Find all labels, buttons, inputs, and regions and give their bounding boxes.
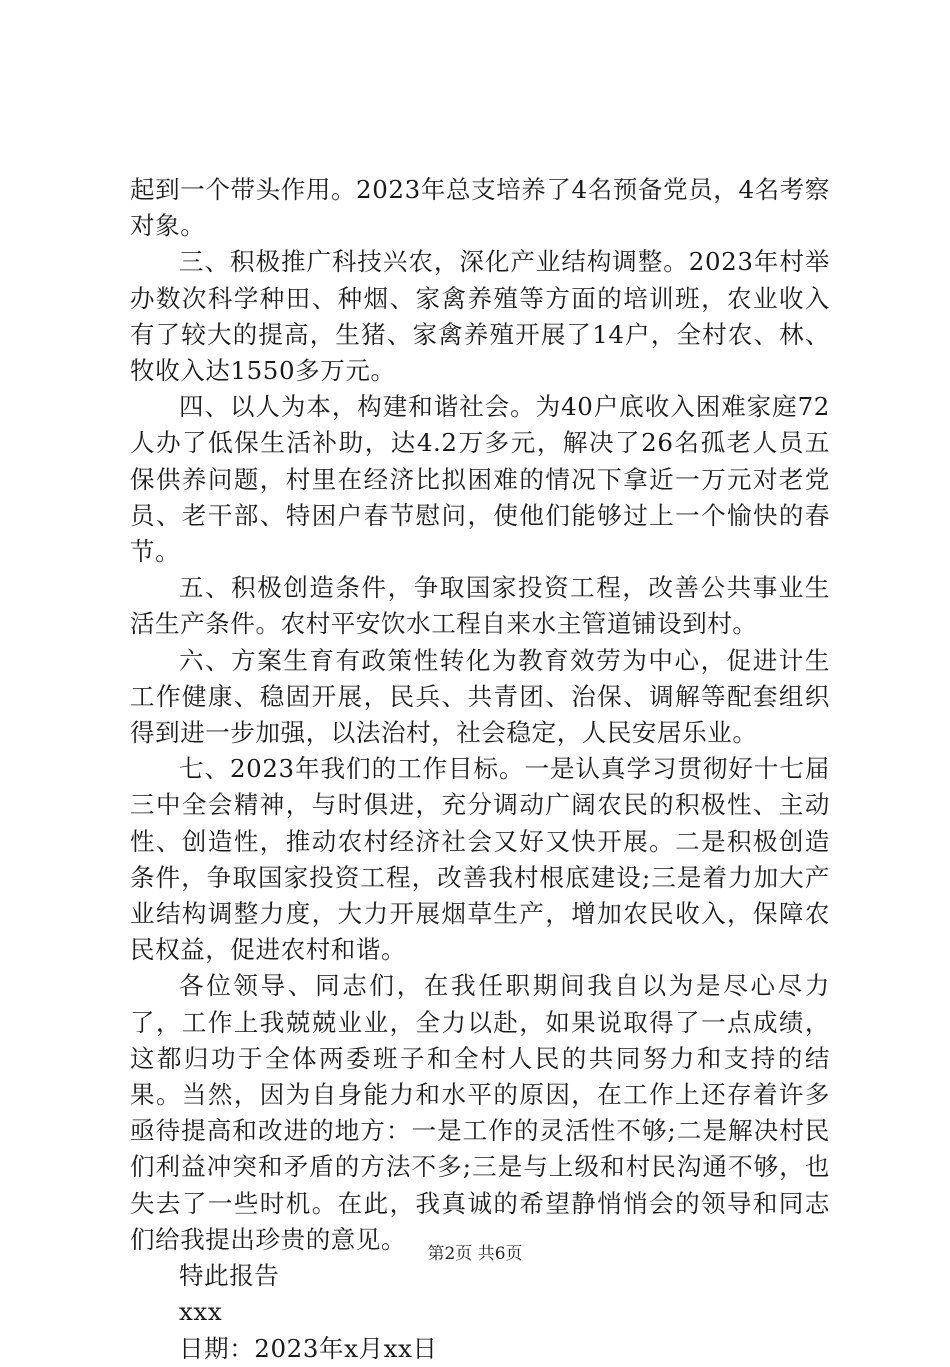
paragraph-continuation: 起到一个带头作用。2023年总支培养了4名预备党员，4名考察对象。 (130, 175, 830, 241)
paragraph-section-six: 六、方案生育有政策性转化为教育效劳为中心，促进计生工作健康、稳固开展，民兵、共青团、治保、调解等配套组织得到进一步加强，以法治村，社会稳定，人民安居乐业。 (130, 645, 830, 748)
paragraph-section-five: 五、积极创造条件，争取国家投资工程，改善公共事业生活生产条件。农村平安饮水工程自来水主管道铺设到村。 (130, 573, 830, 639)
paragraph-closing-remarks: 各位领导、同志们，在我任职期间我自以为是尽心尽力了，工作上我兢兢业业，全力以赴，如果说取得了一点成绩，这都归功于全体两委班子和全村人民的共同努力和支持的结果。当然，因为自身能力和水平的原因，在工作上还存着许多亟待提高和改进的地方：一是工作的灵活性不够;二是解决村民们利益冲突和矛盾的方法不多;三是与上级和村民沟通不够，也失去了一些时机。在此，我真诚的希望静悄悄会的领导和同志们给我提出珍贵的意见。 (130, 971, 830, 1254)
signature-name: xxx (179, 1297, 223, 1327)
paragraph-section-four: 四、以人为本，构建和谐社会。为40户底收入困难家庭72人办了低保生活补助，达4.2万多元，解决了26名孤老人员五保供养问题，村里在经济比拟困难的情况下拿近一万元对老党员、老干部、特困户春节慰问，使他们能够过上一个愉快的春节。 (130, 392, 830, 567)
closing-line: 特此报告 (179, 1261, 280, 1291)
document-body (130, 172, 830, 1367)
report-date: 日期：2023年x月xx日 (179, 1333, 438, 1363)
paragraph-section-seven: 七、2023年我们的工作目标。一是认真学习贯彻好十七届三中全会精神，与时俱进，充分调动广阔农民的积极性、主动性、创造性，推动农村经济社会又好又快开展。二是积极创造条件，争取国家投资工程，改善我村根底建设;三是着力加大产业结构调整力度，大力开展烟草生产，增加农民收入，保障农民权益，促进农村和谐。 (130, 754, 830, 965)
paragraph-section-three: 三、积极推广科技兴农，深化产业结构调整。2023年村举办数次科学种田、种烟、家禽养殖等方面的培训班，农业收入有了较大的提高，生猪、家禽养殖开展了14户，全村农、林、牧收入达1550多万元。 (130, 247, 830, 386)
page-number-footer: 第2页 共6页 (427, 1244, 523, 1264)
